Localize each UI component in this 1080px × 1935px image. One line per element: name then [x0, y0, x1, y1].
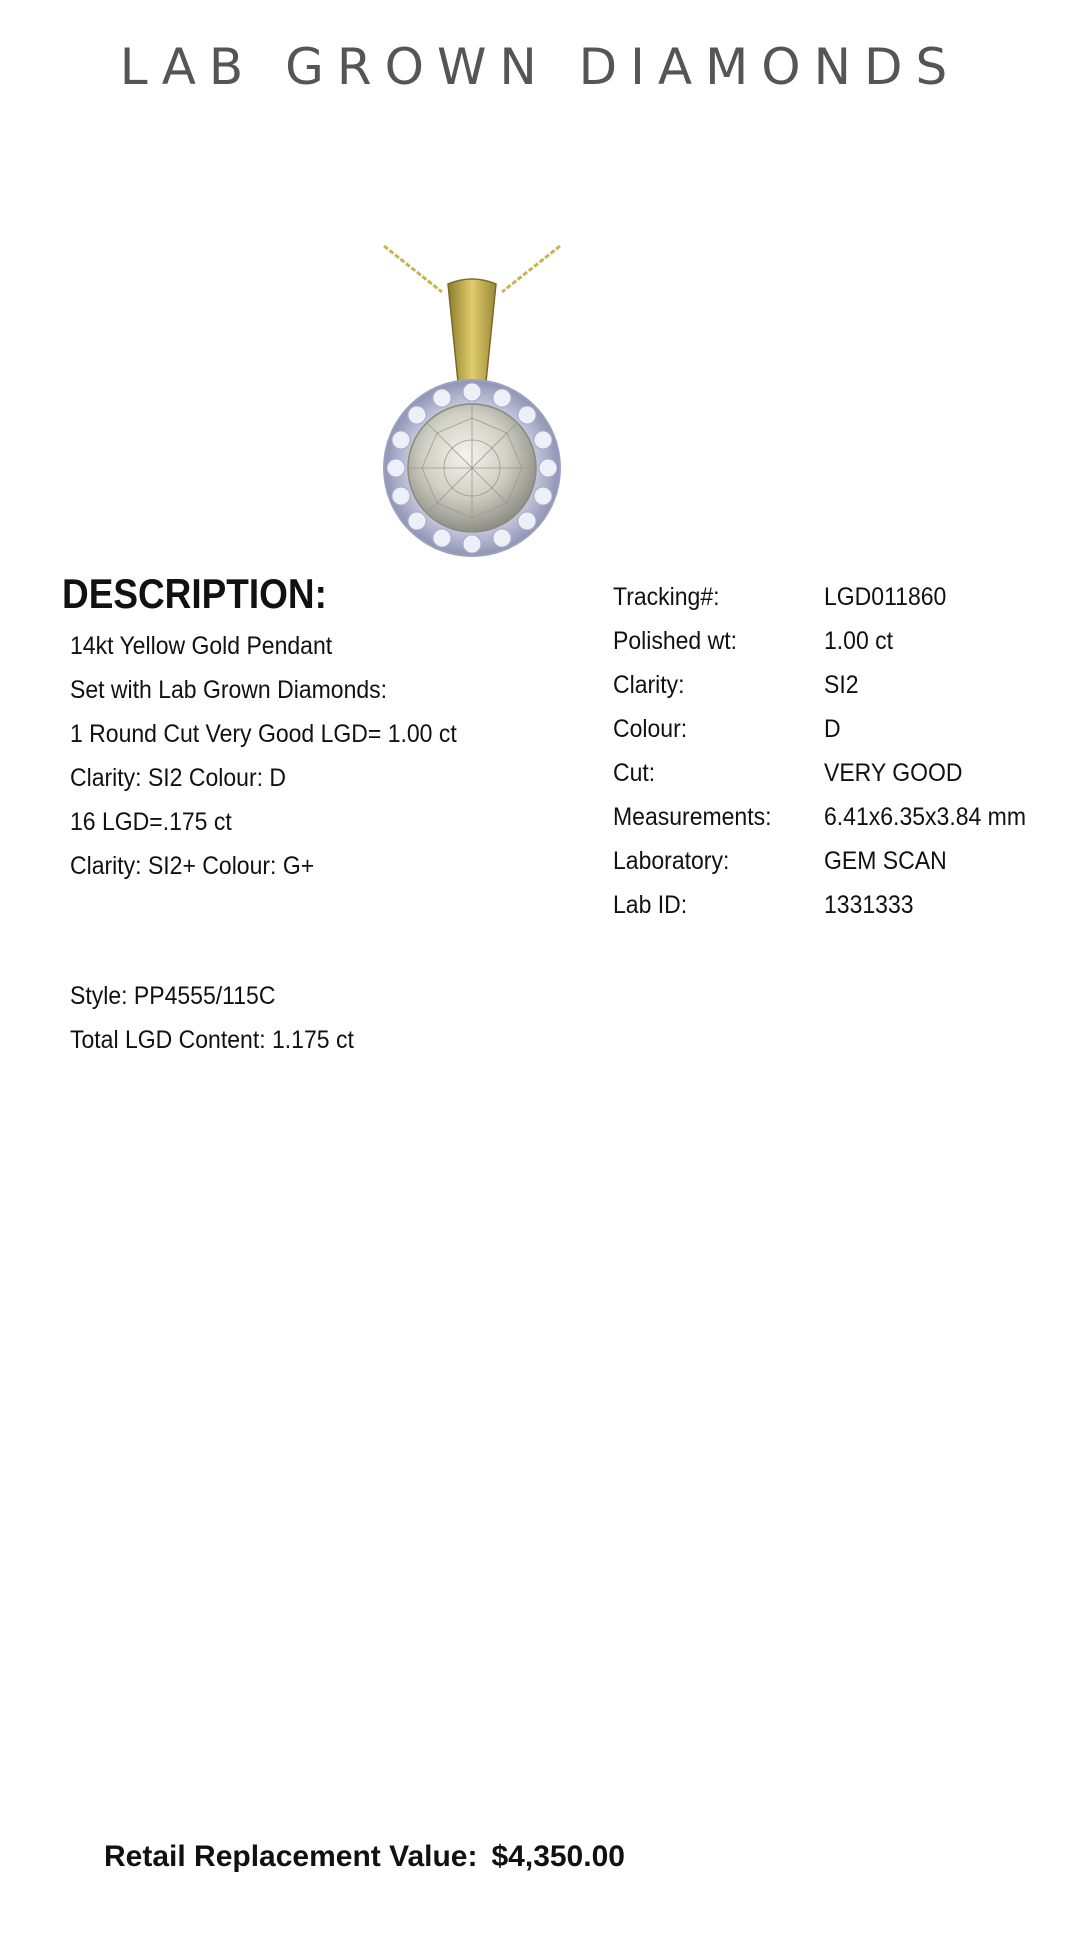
description-heading: DESCRIPTION: — [62, 570, 327, 617]
spec-row — [613, 663, 1033, 707]
spec-label: Measurements: — [613, 803, 772, 831]
spec-row — [613, 751, 1033, 795]
page-title: LAB GROWN DIAMONDS — [119, 38, 961, 96]
spec-row — [613, 619, 1033, 663]
description-line: 16 LGD=.175 ct — [70, 808, 232, 836]
description-line: 1 Round Cut Very Good LGD= 1.00 ct — [70, 720, 457, 748]
retail-price: $4,350.00 — [491, 1840, 625, 1873]
total-lgd-content: Total LGD Content: 1.175 ct — [70, 1026, 354, 1054]
spec-value: 1331333 — [824, 891, 914, 919]
spec-value: 1.00 ct — [824, 627, 894, 655]
description-line: Clarity: SI2 Colour: D — [70, 764, 287, 792]
spec-label: Cut: — [613, 759, 656, 787]
description-line: Set with Lab Grown Diamonds: — [70, 676, 388, 704]
spec-row — [613, 795, 1033, 839]
spec-label: Tracking#: — [613, 583, 720, 611]
spec-row — [613, 707, 1033, 751]
spec-row — [613, 883, 1033, 927]
spec-label: Laboratory: — [613, 847, 730, 875]
spec-value: GEM SCAN — [824, 847, 947, 875]
description-line: 14kt Yellow Gold Pendant — [70, 632, 333, 660]
spec-value: SI2 — [824, 671, 859, 699]
style-info — [70, 974, 379, 1062]
spec-value: 6.41x6.35x3.84 mm — [824, 803, 1027, 831]
spec-row — [613, 575, 1033, 619]
description-list — [70, 624, 490, 888]
spec-label: Polished wt: — [613, 627, 738, 655]
style-number: Style: PP4555/115C — [70, 982, 276, 1010]
spec-label: Lab ID: — [613, 891, 688, 919]
spec-row — [613, 839, 1033, 883]
spec-label: Colour: — [613, 715, 688, 743]
retail-value — [104, 1840, 625, 1874]
spec-label: Clarity: — [613, 671, 685, 699]
description-line: Clarity: SI2+ Colour: G+ — [70, 852, 315, 880]
spec-value: LGD011860 — [824, 583, 947, 611]
specs-table — [613, 575, 1033, 927]
spec-value: VERY GOOD — [824, 759, 963, 787]
spec-value: D — [824, 715, 841, 743]
retail-label: Retail Replacement Value: — [104, 1840, 478, 1873]
diamond-halo-pendant-icon — [372, 240, 572, 570]
